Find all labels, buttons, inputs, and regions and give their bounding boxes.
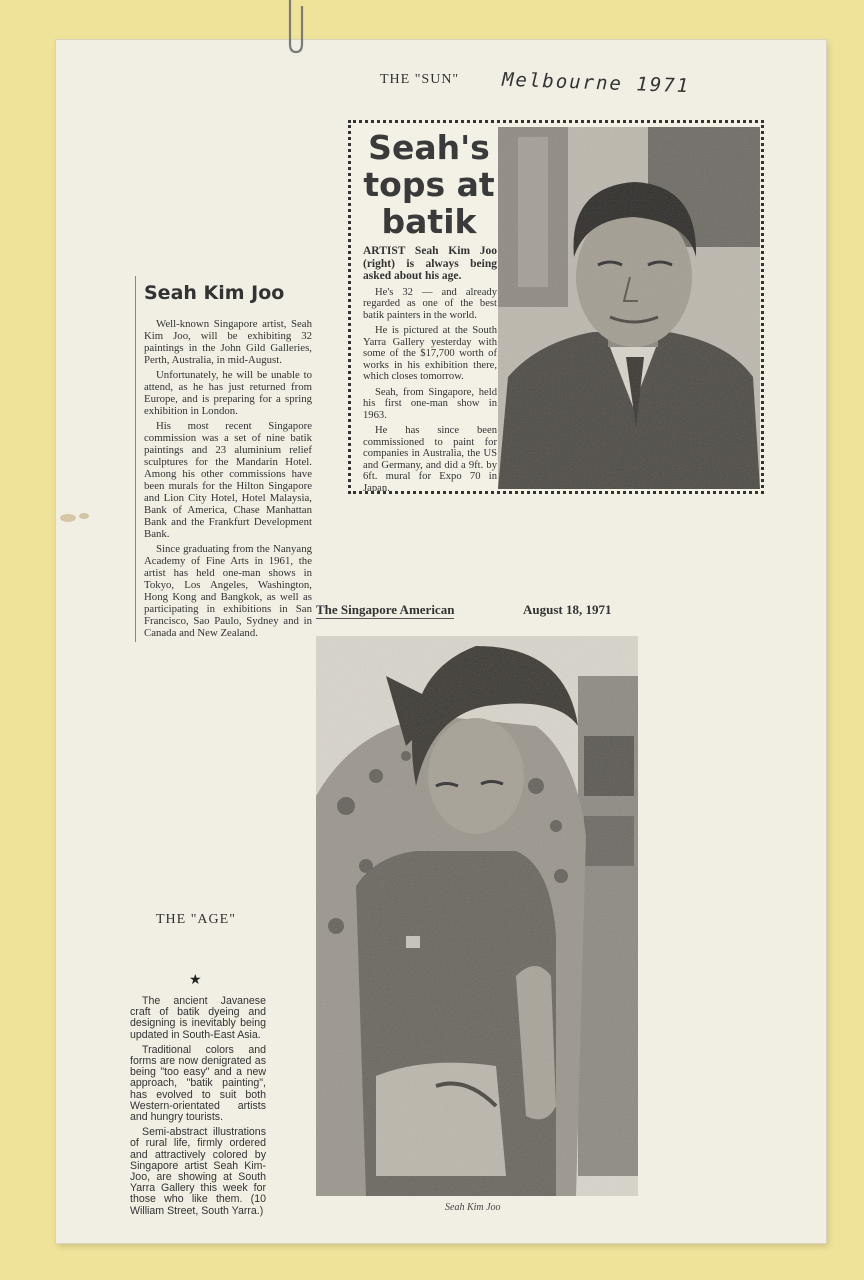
sa-date: August 18, 1971 <box>523 602 612 617</box>
article-paragraph: Unfortunately, he will be unable to attend, as he has just returned from Europe, and is preparing for a spring exhibition in London. <box>144 369 312 417</box>
age-paper-header: THE "AGE" <box>156 912 236 927</box>
article-paragraph: His most recent Singapore commission was a set of nine batik paintings and 23 aluminium relief sculptures for the Mandarin Hotel. Among his other commissions have been murals for the Hilton Singapore and Lion City Hotel, Hotel Malaysia, Bank of America, Chase Manhattan Bank and the Frankfurt Development Bank. <box>144 420 312 540</box>
headline-line: Seah's <box>368 128 490 167</box>
sun-headline <box>363 129 495 240</box>
article-paragraph: Well-known Singapore artist, Seah Kim Joo, will be exhibiting 32 paintings in the John Gild Galleries, Perth, Australia, in mid-August. <box>144 318 312 366</box>
sa-paper-name: The Singapore American <box>316 602 455 617</box>
article-title: Seah Kim Joo <box>144 282 285 304</box>
age-paragraph: Semi-abstract illustrations of rural life, firmly ordered and attractively colored by Singapore artist Seah Kim-Joo, are showing at South Yarra Gallery this week for those who like them. (10 William Street, South Yarra.) <box>130 1126 266 1217</box>
sun-paragraph: He has since been commissioned to paint for companies in Australia, the US and Germany, and did a 9ft. by 6ft. mural for Expo 70 in Japan. <box>363 425 497 494</box>
sa-clipping <box>310 628 648 1222</box>
age-article <box>130 996 266 1221</box>
sun-paper-header: THE "SUN" <box>380 72 460 87</box>
artist-working-photo <box>316 636 638 1196</box>
headline-line: tops at <box>363 165 495 204</box>
glue-stain-icon <box>56 508 96 528</box>
photo-caption: Seah Kim Joo <box>445 1202 501 1213</box>
sun-paragraph: He is pictured at the South Yarra Gallery yesterday with some of the $17,700 worth of works in his exhibition there, which closes tomorrow. <box>363 325 497 382</box>
sun-clipping <box>348 120 764 494</box>
article-body <box>144 318 312 639</box>
handwritten-note: Melbourne 1971 <box>501 68 691 98</box>
binder-clip-icon <box>286 0 306 56</box>
sun-article-body <box>363 245 497 498</box>
headline-line: batik <box>381 202 477 241</box>
article-paragraph: Since graduating from the Nanyang Academy of Fine Arts in 1961, the artist has held one-man shows in Tokyo, Los Angeles, Washington, Hong Kong and Bangkok, as well as participating in exhibitions in San Francisco, Sao Paulo, Sydney and in Canada and New Zealand. <box>144 543 312 639</box>
star-icon: ★ <box>189 972 202 988</box>
seah-kim-joo-article <box>135 276 312 642</box>
age-paragraph: Traditional colors and forms are now denigrated as being "too easy" and a new approach, "batik painting", has evolved to suit both Western-orientated artists and hungry tourists. <box>130 1043 266 1124</box>
sun-lead: ARTIST Seah Kim Joo (right) is always being asked about his age. <box>363 245 497 282</box>
sun-paragraph: Seah, from Singapore, held his first one-man show in 1963. <box>363 386 497 421</box>
age-paragraph: The ancient Javanese craft of batik dyeing and designing is inevitably being updated in South-East Asia. <box>130 995 266 1041</box>
artist-portrait-photo <box>498 127 760 489</box>
sun-paragraph: He's 32 — and already regarded as one of the best batik painters in the world. <box>363 286 497 321</box>
